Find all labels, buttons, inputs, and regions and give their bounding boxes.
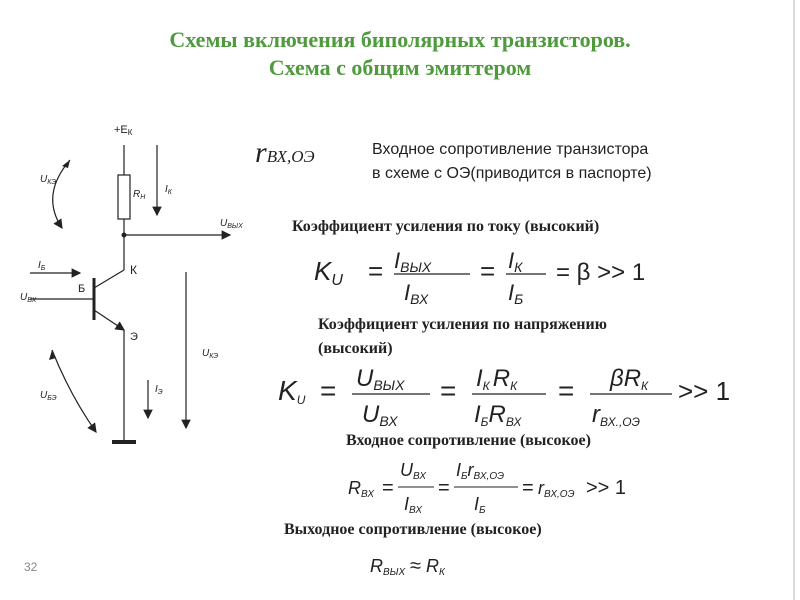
uke-curve-arrow <box>53 160 70 228</box>
svg-text:=: = <box>522 477 534 499</box>
voltage-gain-formula <box>276 360 756 430</box>
svg-text:UВЫХ: UВЫХ <box>356 365 405 393</box>
svg-text:UВХ: UВХ <box>400 460 427 482</box>
input-resistance-formula <box>346 456 636 520</box>
svg-text:=: = <box>382 477 394 499</box>
svg-text:βRК: βRК <box>610 365 649 393</box>
svg-text:UВХ: UВХ <box>362 401 398 429</box>
svg-text:RВЫХ: RВЫХ <box>370 556 406 578</box>
input-resistance-symbol: rВХ,ОЭ <box>255 136 315 169</box>
uin-label: $U_{ВХ}$ <box>20 292 37 304</box>
svg-text:IВЫХ: IВЫХ <box>394 248 432 275</box>
svg-text:KU: KU <box>278 375 306 407</box>
svg-text:KU: KU <box>314 256 343 289</box>
emitter-leg <box>94 310 124 330</box>
node-e-label: Э <box>130 331 138 343</box>
svg-text:=: = <box>440 375 457 406</box>
collector-leg <box>94 270 124 288</box>
output-resistance-heading: Выходное сопротивление (высокое) <box>284 521 542 538</box>
voltage-gain-heading-line-2: (высокий) <box>318 340 393 357</box>
svg-text:rВХ.,ОЭ: rВХ.,ОЭ <box>592 401 640 429</box>
svg-text:RВХ: RВХ <box>348 478 375 500</box>
node-k-label: К <box>130 263 137 277</box>
svg-text:IБrВХ,ОЭ: IБrВХ,ОЭ <box>456 460 505 482</box>
current-gain-heading: Коэффициент усиления по току (высокий) <box>292 218 600 235</box>
current-gain-formula <box>310 244 670 304</box>
slide-edge <box>793 0 795 600</box>
input-resistance-line-1: Входное сопротивление транзистора <box>372 141 649 158</box>
svg-text:IВХ: IВХ <box>404 280 429 304</box>
svg-text:IБ: IБ <box>474 494 486 516</box>
supply-label: +EК <box>114 124 133 137</box>
svg-text:IК: IК <box>508 248 523 275</box>
svg-text:IБRВХ: IБRВХ <box>474 401 522 429</box>
svg-text:=: = <box>438 477 450 499</box>
output-resistance-formula <box>368 548 478 584</box>
svg-text:=: = <box>368 256 384 286</box>
svg-text:=: = <box>480 256 496 286</box>
ube-label: $U_{БЭ}$ <box>40 390 57 402</box>
voltage-gain-heading <box>318 313 607 361</box>
svg-text:rВХ,ОЭ: rВХ,ОЭ <box>538 478 575 500</box>
slide-title <box>60 26 740 82</box>
page-number: 32 <box>24 560 38 574</box>
svg-text:=: = <box>558 375 575 406</box>
title-line-2: Схема с общим эмиттером <box>268 55 532 80</box>
ib-label: $I_Б$ <box>38 260 46 272</box>
voltage-gain-heading-line-1: Коэффициент усиления по напряжению <box>318 316 607 333</box>
svg-text:IКRК: IК RК <box>476 365 518 393</box>
ik-label: $I_К$ <box>165 184 172 196</box>
resistor-label: $R_Н$ <box>133 189 146 201</box>
svg-text:IВХ: IВХ <box>404 494 423 516</box>
uke-label: $U_{КЭ}$ <box>40 174 57 186</box>
svg-text:>> 1: >> 1 <box>586 477 627 499</box>
input-resistance-line-2: в схеме с ОЭ(приводится в паспорте) <box>372 165 652 182</box>
uke-right-label: $U_{КЭ}$ <box>202 348 219 360</box>
u-out-label: $U_{ВЫХ}$ <box>220 218 243 230</box>
node-b-label: Б <box>78 283 86 295</box>
svg-text:IБ: IБ <box>508 280 524 304</box>
common-emitter-circuit <box>0 110 280 460</box>
title-line-1: Схемы включения биполярных транзисторов. <box>169 27 631 52</box>
svg-text:≈: ≈ <box>410 555 421 577</box>
svg-text:= β >> 1: = β >> 1 <box>556 259 646 286</box>
svg-text:>> 1: >> 1 <box>678 376 731 406</box>
svg-text:=: = <box>320 375 337 406</box>
collector-resistor <box>118 175 130 219</box>
ie-label: $I_Э$ <box>155 384 163 396</box>
input-resistance-desc <box>372 138 652 186</box>
ube-curve-arrow <box>52 350 96 432</box>
svg-text:RК: RК <box>426 556 445 578</box>
input-resistance-heading: Входное сопротивление (высокое) <box>346 432 591 449</box>
